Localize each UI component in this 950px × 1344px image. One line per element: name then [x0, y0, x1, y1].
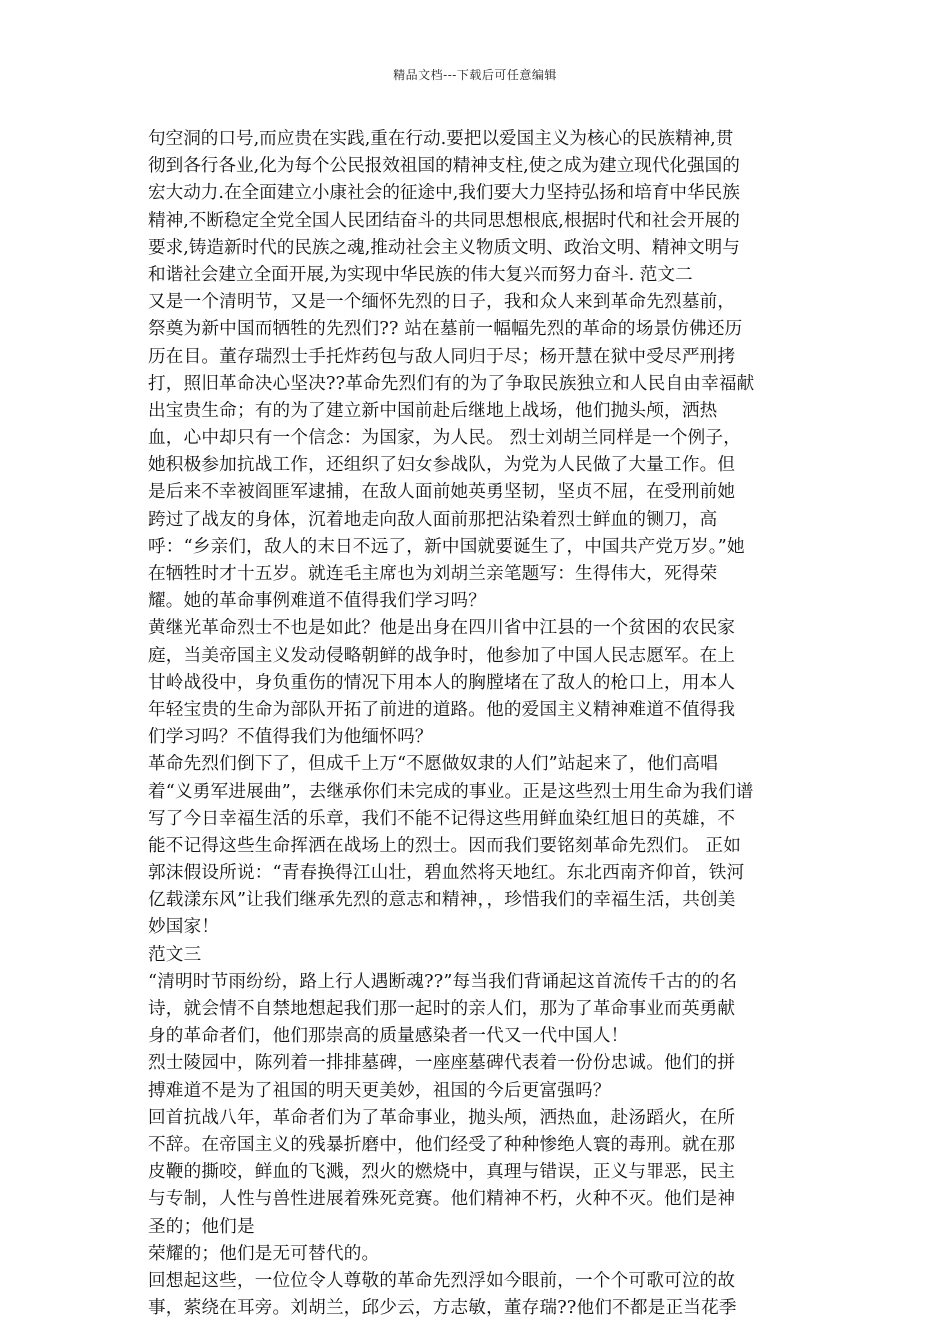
text-line: 甘岭战役中，身负重伤的情况下用本人的胸膛堵在了敌人的枪口上，用本人	[148, 672, 736, 693]
text-line: 们学习吗？不值得我们为他缅怀吗？	[148, 727, 433, 748]
text-line: “清明时节雨纷纷，路上行人遇断魂??”每当我们背诵起这首流传千古的的名	[148, 971, 738, 992]
text-line: 事，萦绕在耳旁。刘胡兰，邱少云，方志敏，董存瑞??他们不都是正当花季	[148, 1298, 737, 1319]
text-line: 郭沫假设所说：“青春换得江山壮，碧血然将天地红。东北西南齐仰首，铁河	[148, 863, 745, 884]
text-line: 彻到各行各业,化为每个公民报效祖国的精神支柱,使之成为建立现代化强国的	[148, 156, 740, 177]
text-line: 血，心中却只有一个信念：为国家，为人民。 烈士刘胡兰同样是一个例子，	[148, 428, 741, 449]
page-header: 精品文档---下载后可任意编辑	[393, 68, 557, 82]
text-line: 回想起这些，一位位令人尊敬的革命先烈浮如今眼前，一个个可歌可泣的故	[148, 1270, 736, 1291]
text-line: 庭，当美帝国主义发动侵略朝鲜的战争时，他参加了中国人民志愿军。在上	[148, 645, 736, 666]
document-body	[148, 126, 808, 1322]
text-line: 打，照旧革命决心坚决??革命先烈们有的为了争取民族独立和人民自由幸福献	[148, 373, 755, 394]
text-line: 着“义勇军进展曲”，去继承你们未完成的事业。正是这些烈士用生命为我们谱	[148, 781, 754, 802]
text-line: 祭奠为新中国而牺牲的先烈们?? 站在墓前一幅幅先烈的革命的场景仿佛还历	[148, 319, 743, 340]
text-line: 呼：“乡亲们，敌人的末日不远了，新中国就要诞生了，中国共产党万岁。”她	[148, 536, 745, 557]
text-line: 精神,不断稳定全党全国人民团结奋斗的共同思想根底,根据时代和社会开展的	[148, 210, 740, 231]
text-line: 革命先烈们倒下了，但成千上万“不愿做奴隶的人们”站起来了，他们高唱	[148, 754, 718, 775]
text-line: 跨过了战友的身体，沉着地走向敌人面前那把沾染着烈士鲜血的铡刀，高	[148, 509, 718, 530]
text-line: 写了今日幸福生活的乐章，我们不能不记得这些用鲜血染红旭日的英雄，不	[148, 808, 736, 829]
text-line: 不辞。在帝国主义的残暴折磨中，他们经受了种种惨绝人寰的毒刑。就在那	[148, 1134, 736, 1155]
text-line: 皮鞭的撕咬，鲜血的飞溅，烈火的燃烧中，真理与错误，正义与罪恶，民主	[148, 1162, 736, 1183]
text-line: 搏难道不是为了祖国的明天更美妙，祖国的今后更富强吗？	[148, 1080, 611, 1101]
text-line: 与专制，人性与兽性进展着殊死竞赛。他们精神不朽，火种不灭。他们是神	[148, 1189, 736, 1210]
text-line: 身的革命者们，他们那崇高的质量感染者一代又一代中国人！	[148, 1026, 629, 1047]
text-line: 黄继光革命烈士不也是如此？他是出身在四川省中江县的一个贫困的农民家	[148, 618, 736, 639]
text-line: 和谐社会建立全面开展,为实现中华民族的伟大复兴而努力奋斗. 范文二	[148, 264, 693, 285]
text-line: 宏大动力.在全面建立小康社会的征途中,我们要大力坚持弘扬和培育中华民族	[148, 183, 740, 204]
text-line: 是后来不幸被阎匪军逮捕，在敌人面前她英勇坚韧，坚贞不屈，在受刑前她	[148, 482, 736, 503]
section-heading: 范文三	[148, 944, 202, 965]
text-line: 亿载漾东风”让我们继承先烈的意志和精神，，珍惜我们的幸福生活，共创美	[148, 890, 736, 911]
text-line: 句空洞的口号,而应贵在实践,重在行动.要把以爱国主义为核心的民族精神,贯	[148, 129, 734, 149]
text-line: 能不记得这些生命挥洒在战场上的烈士。因而我们要铭刻革命先烈们。 正如	[148, 835, 741, 856]
text-line: 在牺牲时才十五岁。就连毛主席也为刘胡兰亲笔题写：生得伟大，死得荣	[148, 564, 718, 584]
text-line: 她积极参加抗战工作，还组织了妇女参战队，为党为人民做了大量工作。但	[148, 455, 736, 476]
text-line: 要求,铸造新时代的民族之魂,推动社会主义物质文明、政治文明、精神文明与	[148, 237, 740, 258]
text-line: 又是一个清明节，又是一个缅怀先烈的日子，我和众人来到革命先烈墓前，	[148, 292, 736, 313]
text-line: 妙国家！	[148, 917, 220, 938]
text-line: 回首抗战八年，革命者们为了革命事业，抛头颅，洒热血，赴汤蹈火，在所	[148, 1107, 736, 1128]
text-line: 耀。她的革命事例难道不值得我们学习吗？	[148, 591, 487, 612]
text-line: 烈士陵园中，陈列着一排排墓碑，一座座墓碑代表着一份份忠诚。他们的拼	[148, 1053, 736, 1074]
text-line: 圣的；他们是	[148, 1216, 255, 1237]
text-line: 出宝贵生命；有的为了建立新中国前赴后继地上战场，他们抛头颅，洒热	[148, 400, 718, 421]
text-line: 年轻宝贵的生命为部队开拓了前进的道路。他的爱国主义精神难道不值得我	[148, 699, 736, 720]
text-line: 历在目。董存瑞烈士手托炸药包与敌人同归于尽；杨开慧在狱中受尽严刑拷	[148, 346, 736, 367]
text-line: 荣耀的；他们是无可替代的。	[148, 1243, 380, 1264]
text-line: 诗，就会情不自禁地想起我们那一起时的亲人们，那为了革命事业而英勇献	[148, 999, 736, 1019]
